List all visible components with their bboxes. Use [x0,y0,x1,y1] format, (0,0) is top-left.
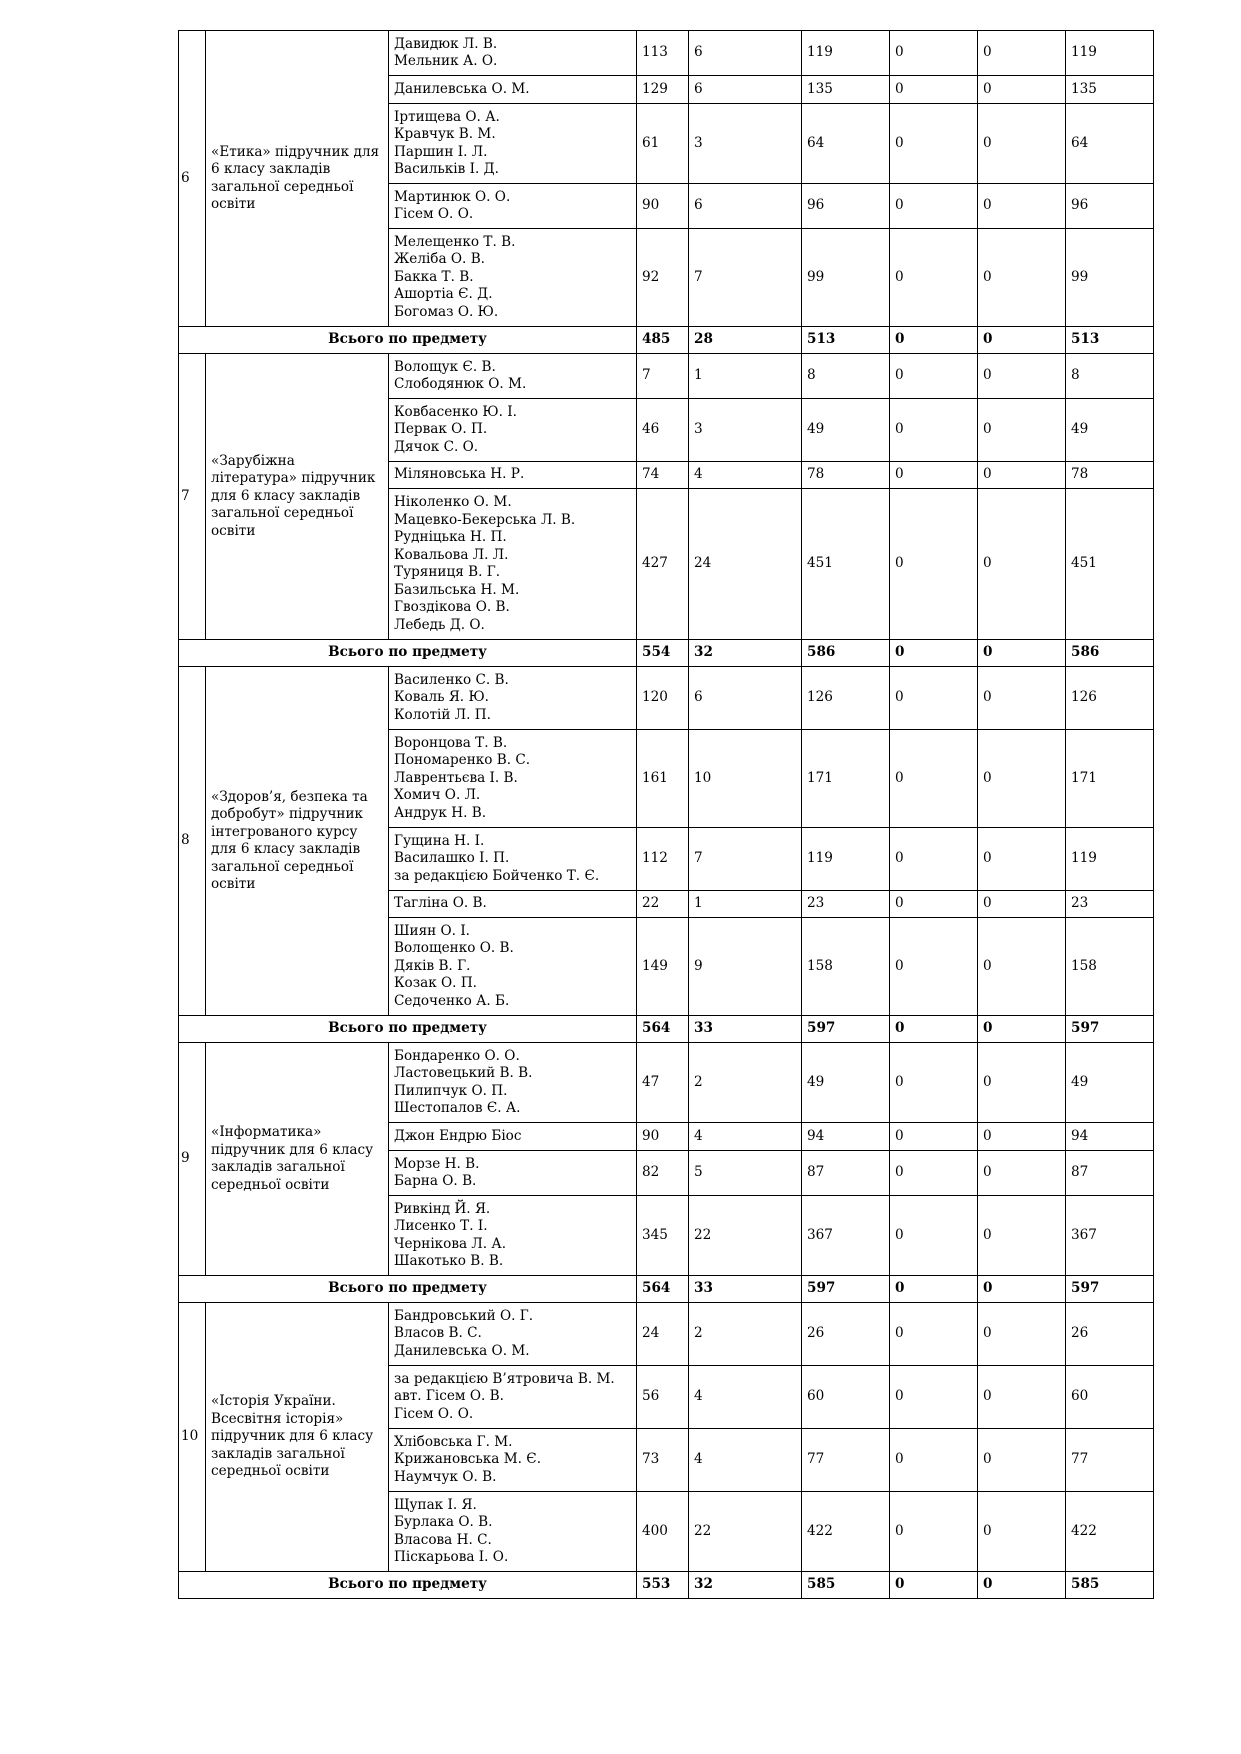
value-cell-c3: 126 [802,667,890,730]
total-label: Всього по предмету [179,640,637,667]
value-cell-c5: 0 [978,828,1066,891]
value-cell-c1: 56 [637,1366,689,1429]
authors-cell: Іртищева О. А. Кравчук В. М. Паршин І. Л. Васильків І. Д. [389,104,637,184]
table-row [179,667,1154,730]
value-cell-c3: 367 [802,1196,890,1276]
authors-cell: Ривкінд Й. Я. Лисенко Т. І. Чернікова Л. А. Шакотько В. В. [389,1196,637,1276]
value-cell-c2: 1 [689,891,802,918]
value-cell-c5: 0 [978,1303,1066,1366]
value-cell-c4: 0 [890,489,978,640]
value-cell-c3: 26 [802,1303,890,1366]
value-cell-c2: 6 [689,76,802,104]
value-cell-c2: 6 [689,667,802,730]
authors-cell: Василенко С. В. Коваль Я. Ю. Колотій Л. П. [389,667,637,730]
value-cell-c1: 7 [637,354,689,399]
authors-cell: Міляновська Н. Р. [389,462,637,489]
value-cell-c5: 0 [978,31,1066,76]
value-cell-c3: 8 [802,354,890,399]
total-cell-c4: 0 [890,1276,978,1303]
value-cell-c1: 400 [637,1492,689,1572]
value-cell-c2: 4 [689,1123,802,1151]
value-cell-c6: 77 [1066,1429,1154,1492]
total-cell-c3: 586 [802,640,890,667]
value-cell-c4: 0 [890,31,978,76]
value-cell-c3: 94 [802,1123,890,1151]
total-cell-c3: 585 [802,1572,890,1599]
value-cell-c1: 120 [637,667,689,730]
value-cell-c4: 0 [890,76,978,104]
authors-cell: Данилевська О. М. [389,76,637,104]
value-cell-c5: 0 [978,1429,1066,1492]
subject-title: «Здоров’я, безпека та добробут» підручник інтегрованого курсу для 6 класу закладів загальної середньої освіти [206,667,389,1016]
value-cell-c3: 64 [802,104,890,184]
value-cell-c6: 119 [1066,828,1154,891]
value-cell-c4: 0 [890,1196,978,1276]
value-cell-c3: 119 [802,828,890,891]
value-cell-c3: 60 [802,1366,890,1429]
value-cell-c1: 47 [637,1043,689,1123]
value-cell-c4: 0 [890,462,978,489]
table-row [179,1303,1154,1366]
total-cell-c1: 564 [637,1276,689,1303]
subject-title: «Зарубіжна література» підручник для 6 класу закладів загальної середньої освіти [206,354,389,640]
subject-title: «Історія України. Всесвітня історія» підручник для 6 класу закладів загальної середньої освіти [206,1303,389,1572]
value-cell-c1: 112 [637,828,689,891]
value-cell-c2: 7 [689,229,802,327]
value-cell-c3: 96 [802,184,890,229]
value-cell-c1: 61 [637,104,689,184]
total-cell-c6: 586 [1066,640,1154,667]
authors-cell: Воронцова Т. В. Пономаренко В. С. Лаврентьєва І. В. Хомич О. Л. Андрук Н. В. [389,730,637,828]
value-cell-c1: 22 [637,891,689,918]
value-cell-c2: 3 [689,399,802,462]
authors-cell: Ковбасенко Ю. І. Первак О. П. Дячок С. О. [389,399,637,462]
value-cell-c4: 0 [890,1151,978,1196]
value-cell-c2: 4 [689,462,802,489]
value-cell-c3: 422 [802,1492,890,1572]
value-cell-c2: 5 [689,1151,802,1196]
value-cell-c6: 171 [1066,730,1154,828]
value-cell-c2: 22 [689,1196,802,1276]
value-cell-c2: 3 [689,104,802,184]
value-cell-c5: 0 [978,918,1066,1016]
value-cell-c5: 0 [978,1492,1066,1572]
total-cell-c1: 485 [637,327,689,354]
value-cell-c3: 49 [802,1043,890,1123]
value-cell-c6: 135 [1066,76,1154,104]
total-cell-c5: 0 [978,1276,1066,1303]
value-cell-c6: 26 [1066,1303,1154,1366]
distribution-table [178,30,1154,1599]
total-cell-c2: 28 [689,327,802,354]
value-cell-c6: 8 [1066,354,1154,399]
value-cell-c2: 4 [689,1429,802,1492]
authors-cell: Хлібовська Г. М. Крижановська М. Є. Наумчук О. В. [389,1429,637,1492]
value-cell-c4: 0 [890,184,978,229]
total-cell-c4: 0 [890,640,978,667]
total-cell-c6: 513 [1066,327,1154,354]
total-cell-c5: 0 [978,1572,1066,1599]
value-cell-c3: 171 [802,730,890,828]
value-cell-c5: 0 [978,104,1066,184]
total-label: Всього по предмету [179,1276,637,1303]
subject-total-row [179,327,1154,354]
subject-total-row [179,1276,1154,1303]
value-cell-c2: 9 [689,918,802,1016]
value-cell-c4: 0 [890,104,978,184]
total-cell-c1: 553 [637,1572,689,1599]
value-cell-c5: 0 [978,229,1066,327]
authors-cell: Шиян О. І. Волощенко О. В. Дяків В. Г. Козак О. П. Седоченко А. Б. [389,918,637,1016]
value-cell-c2: 2 [689,1043,802,1123]
total-cell-c1: 564 [637,1016,689,1043]
authors-cell: Гущина Н. І. Василашко І. П. за редакцією Бойченко Т. Є. [389,828,637,891]
value-cell-c2: 24 [689,489,802,640]
table-row [179,31,1154,76]
value-cell-c5: 0 [978,184,1066,229]
value-cell-c2: 2 [689,1303,802,1366]
value-cell-c4: 0 [890,891,978,918]
value-cell-c3: 23 [802,891,890,918]
value-cell-c6: 99 [1066,229,1154,327]
authors-cell: Морзе Н. В. Барна О. В. [389,1151,637,1196]
value-cell-c5: 0 [978,1196,1066,1276]
value-cell-c6: 158 [1066,918,1154,1016]
value-cell-c6: 49 [1066,1043,1154,1123]
value-cell-c5: 0 [978,489,1066,640]
value-cell-c4: 0 [890,1429,978,1492]
subject-number: 6 [179,31,206,327]
value-cell-c6: 23 [1066,891,1154,918]
total-label: Всього по предмету [179,327,637,354]
value-cell-c4: 0 [890,229,978,327]
value-cell-c4: 0 [890,354,978,399]
value-cell-c5: 0 [978,76,1066,104]
value-cell-c2: 6 [689,31,802,76]
authors-cell: Волощук Є. В. Слободянюк О. М. [389,354,637,399]
value-cell-c3: 135 [802,76,890,104]
value-cell-c3: 119 [802,31,890,76]
value-cell-c3: 99 [802,229,890,327]
total-cell-c5: 0 [978,640,1066,667]
authors-cell: Давидюк Л. В. Мельник А. О. [389,31,637,76]
value-cell-c4: 0 [890,918,978,1016]
total-cell-c6: 597 [1066,1016,1154,1043]
subject-title: «Інформатика» підручник для 6 класу закладів загальної середньої освіти [206,1043,389,1276]
value-cell-c3: 87 [802,1151,890,1196]
value-cell-c6: 78 [1066,462,1154,489]
value-cell-c1: 74 [637,462,689,489]
total-cell-c2: 32 [689,1572,802,1599]
value-cell-c1: 129 [637,76,689,104]
value-cell-c1: 82 [637,1151,689,1196]
value-cell-c6: 64 [1066,104,1154,184]
value-cell-c6: 60 [1066,1366,1154,1429]
subject-number: 9 [179,1043,206,1276]
value-cell-c2: 1 [689,354,802,399]
value-cell-c6: 367 [1066,1196,1154,1276]
value-cell-c1: 149 [637,918,689,1016]
total-cell-c3: 597 [802,1016,890,1043]
value-cell-c6: 49 [1066,399,1154,462]
table-row [179,354,1154,399]
value-cell-c5: 0 [978,667,1066,730]
value-cell-c2: 10 [689,730,802,828]
value-cell-c4: 0 [890,730,978,828]
value-cell-c3: 451 [802,489,890,640]
total-cell-c4: 0 [890,1016,978,1043]
value-cell-c1: 161 [637,730,689,828]
value-cell-c4: 0 [890,828,978,891]
total-cell-c1: 554 [637,640,689,667]
authors-cell: Ніколенко О. М. Мацевко-Бекерська Л. В. Рудніцька Н. П. Ковальова Л. Л. Туряниця В. Г. Базильська Н. М. Гвоздікова О. В. Лебедь Д. О. [389,489,637,640]
value-cell-c6: 119 [1066,31,1154,76]
subject-number: 10 [179,1303,206,1572]
value-cell-c1: 92 [637,229,689,327]
value-cell-c5: 0 [978,354,1066,399]
subject-title: «Етика» підручник для 6 класу закладів загальної середньої освіти [206,31,389,327]
value-cell-c2: 22 [689,1492,802,1572]
value-cell-c4: 0 [890,1303,978,1366]
value-cell-c3: 77 [802,1429,890,1492]
total-cell-c4: 0 [890,1572,978,1599]
authors-cell: Мартинюк О. О. Гісем О. О. [389,184,637,229]
subject-total-row [179,1016,1154,1043]
value-cell-c1: 345 [637,1196,689,1276]
value-cell-c3: 78 [802,462,890,489]
value-cell-c3: 49 [802,399,890,462]
value-cell-c6: 94 [1066,1123,1154,1151]
value-cell-c4: 0 [890,1123,978,1151]
total-cell-c6: 597 [1066,1276,1154,1303]
table-row [179,1043,1154,1123]
authors-cell: за редакцією В’ятровича В. М. авт. Гісем О. В. Гісем О. О. [389,1366,637,1429]
total-cell-c4: 0 [890,327,978,354]
total-label: Всього по предмету [179,1016,637,1043]
authors-cell: Щупак І. Я. Бурлака О. В. Власова Н. С. Піскарьова І. О. [389,1492,637,1572]
subject-number: 8 [179,667,206,1016]
subject-total-row [179,640,1154,667]
value-cell-c1: 90 [637,184,689,229]
value-cell-c5: 0 [978,1151,1066,1196]
total-cell-c3: 597 [802,1276,890,1303]
total-cell-c6: 585 [1066,1572,1154,1599]
value-cell-c1: 73 [637,1429,689,1492]
total-cell-c2: 33 [689,1016,802,1043]
value-cell-c5: 0 [978,399,1066,462]
value-cell-c6: 126 [1066,667,1154,730]
value-cell-c2: 4 [689,1366,802,1429]
subject-number: 7 [179,354,206,640]
total-label: Всього по предмету [179,1572,637,1599]
value-cell-c1: 113 [637,31,689,76]
total-cell-c5: 0 [978,327,1066,354]
value-cell-c4: 0 [890,1366,978,1429]
total-cell-c3: 513 [802,327,890,354]
value-cell-c5: 0 [978,1043,1066,1123]
value-cell-c6: 87 [1066,1151,1154,1196]
total-cell-c2: 32 [689,640,802,667]
value-cell-c5: 0 [978,730,1066,828]
value-cell-c2: 7 [689,828,802,891]
value-cell-c5: 0 [978,1123,1066,1151]
value-cell-c3: 158 [802,918,890,1016]
value-cell-c1: 24 [637,1303,689,1366]
value-cell-c1: 90 [637,1123,689,1151]
authors-cell: Мелещенко Т. В. Желіба О. В. Бакка Т. В. Ашортіа Є. Д. Богомаз О. Ю. [389,229,637,327]
value-cell-c4: 0 [890,1043,978,1123]
value-cell-c6: 422 [1066,1492,1154,1572]
value-cell-c1: 46 [637,399,689,462]
value-cell-c4: 0 [890,1492,978,1572]
total-cell-c2: 33 [689,1276,802,1303]
total-cell-c5: 0 [978,1016,1066,1043]
authors-cell: Бандровський О. Г. Власов В. С. Данилевська О. М. [389,1303,637,1366]
authors-cell: Джон Ендрю Біос [389,1123,637,1151]
authors-cell: Таглiна О. В. [389,891,637,918]
value-cell-c5: 0 [978,891,1066,918]
value-cell-c6: 96 [1066,184,1154,229]
value-cell-c2: 6 [689,184,802,229]
value-cell-c6: 451 [1066,489,1154,640]
value-cell-c4: 0 [890,399,978,462]
subject-total-row [179,1572,1154,1599]
value-cell-c1: 427 [637,489,689,640]
value-cell-c4: 0 [890,667,978,730]
value-cell-c5: 0 [978,462,1066,489]
authors-cell: Бондаренко О. О. Ластовецький В. В. Пилипчук О. П. Шестопалов Є. А. [389,1043,637,1123]
value-cell-c5: 0 [978,1366,1066,1429]
